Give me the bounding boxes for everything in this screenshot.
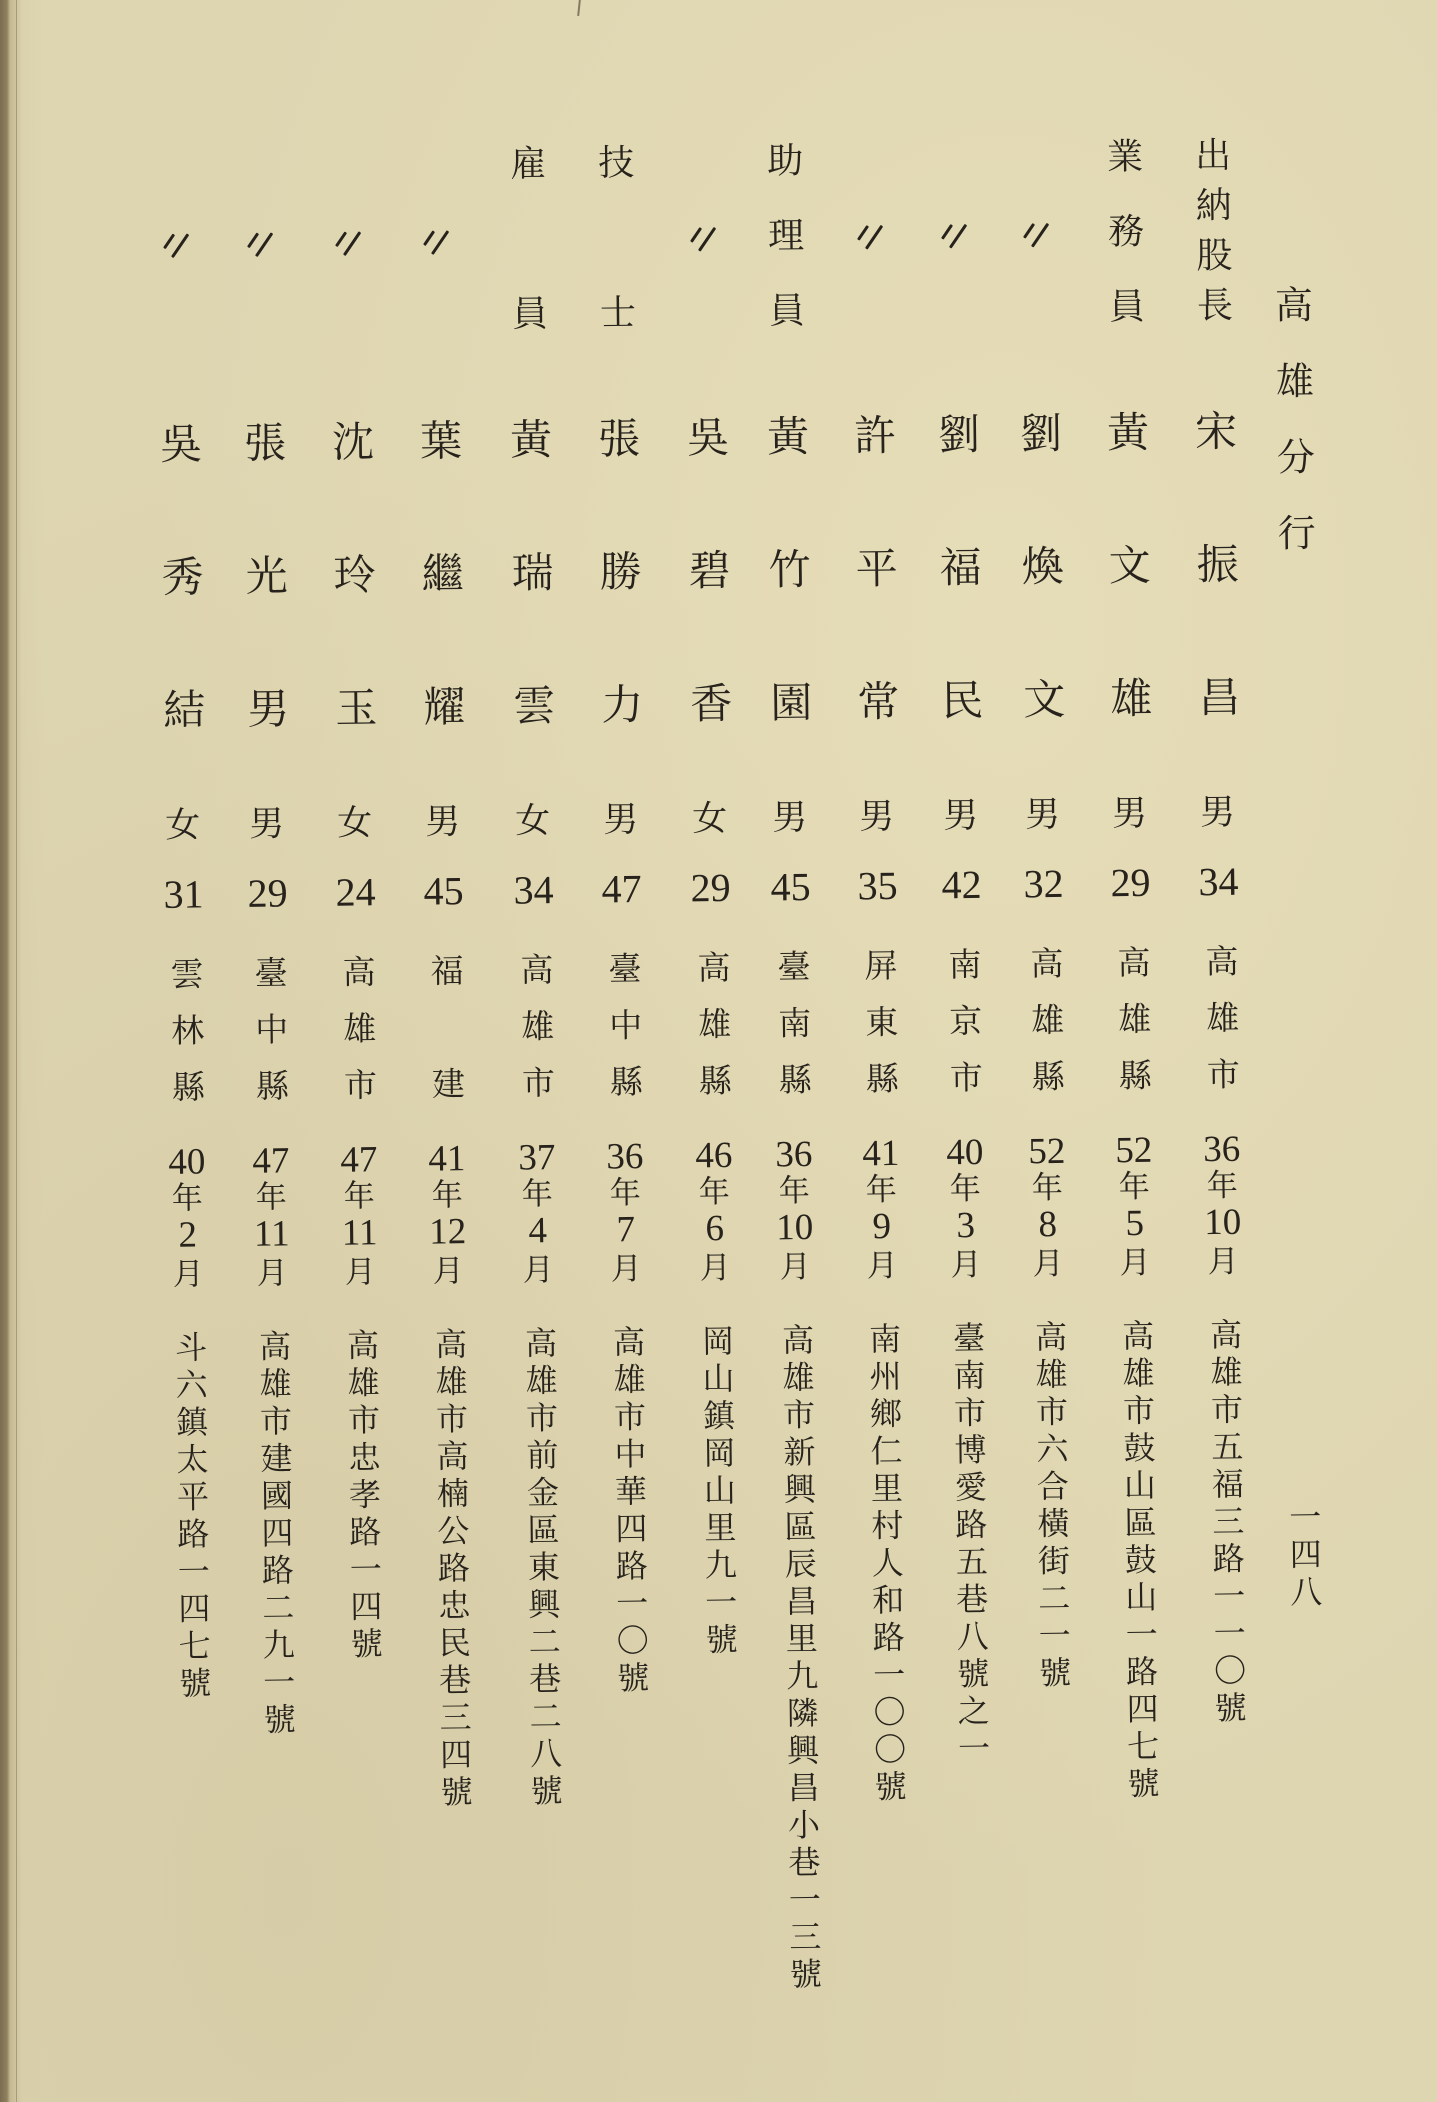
start-month: 4 <box>528 1210 548 1252</box>
native-place: 高雄市 <box>1200 943 1242 1091</box>
year-unit: 年 <box>609 1175 641 1212</box>
gender: 男 <box>1024 794 1061 836</box>
ditto-mark <box>307 223 387 264</box>
native-place: 高雄縣 <box>1112 944 1154 1092</box>
year-unit: 年 <box>343 1178 376 1215</box>
month-unit: 月 <box>172 1256 204 1293</box>
start-year: 47 <box>252 1140 290 1182</box>
age: 34 <box>1198 858 1239 905</box>
start-month: 5 <box>1125 1202 1145 1245</box>
staff-entry <box>305 10 411 2102</box>
staff-name: 吳碧香 <box>680 414 734 724</box>
start-year: 36 <box>606 1136 644 1178</box>
month-unit: 月 <box>344 1254 376 1291</box>
start-year: 36 <box>775 1133 813 1176</box>
month-unit: 月 <box>1119 1244 1151 1282</box>
year-unit: 年 <box>431 1177 464 1214</box>
position-title: 出納股長 <box>1189 135 1233 323</box>
gender: 男 <box>602 800 639 841</box>
position-title: 助理員 <box>761 140 805 328</box>
start-month: 11 <box>341 1212 378 1254</box>
month-unit: 月 <box>1207 1243 1239 1281</box>
address: 南州鄉仁里村人和路一〇〇號 <box>863 1321 908 1808</box>
staff-name: 張勝力 <box>591 415 645 725</box>
month-unit: 月 <box>256 1255 288 1292</box>
month-unit: 月 <box>699 1249 731 1287</box>
ditto-mark <box>913 216 993 257</box>
start-month: 10 <box>1203 1201 1242 1244</box>
age: 34 <box>513 867 554 913</box>
age: 31 <box>163 871 204 917</box>
age: 45 <box>770 863 811 910</box>
staff-name: 葉繼耀 <box>413 418 467 727</box>
gender: 女 <box>164 805 201 846</box>
position-title: 業務員 <box>1101 136 1145 324</box>
staff-entry <box>483 8 589 2102</box>
address: 岡山鎮岡山里九一號 <box>696 1323 739 1661</box>
native-place: 臺中縣 <box>249 955 291 1102</box>
start-month: 8 <box>1038 1203 1058 1246</box>
address: 高雄市中華四路一〇號 <box>607 1324 651 1699</box>
staff-name: 沈玲玉 <box>325 419 379 728</box>
month-unit: 月 <box>1032 1245 1064 1283</box>
ditto-mark <box>829 217 909 258</box>
branch-title: 高雄分行 <box>1268 284 1316 590</box>
start-month: 12 <box>428 1211 467 1253</box>
year-unit: 年 <box>1118 1168 1150 1206</box>
address: 高雄市建國四路二九一號 <box>253 1329 297 1741</box>
native-place: 高雄市 <box>515 952 557 1099</box>
start-month: 2 <box>178 1214 198 1256</box>
page-number: 一四八 <box>1284 1499 1324 1613</box>
ditto-mark <box>135 225 215 266</box>
native-place: 高雄縣 <box>692 949 734 1097</box>
gender: 男 <box>942 795 979 837</box>
staff-entry <box>571 7 677 2102</box>
year-unit: 年 <box>1031 1169 1063 1207</box>
start-month: 7 <box>616 1209 636 1251</box>
age: 47 <box>601 866 642 912</box>
year-unit: 年 <box>778 1172 810 1210</box>
start-year: 46 <box>695 1134 733 1177</box>
start-year: 40 <box>168 1141 206 1183</box>
staff-entry <box>1080 1 1186 2102</box>
staff-name: 黃竹園 <box>760 413 814 723</box>
ditto-mark <box>995 215 1075 256</box>
gender: 男 <box>424 802 461 843</box>
position-title: 雇員 <box>504 144 548 331</box>
start-year: 36 <box>1203 1128 1241 1171</box>
gender: 男 <box>1199 792 1236 834</box>
staff-name: 宋振昌 <box>1188 408 1242 718</box>
address: 斗六鎮太平路一四七號 <box>169 1330 213 1704</box>
native-place: 福建 <box>425 953 467 1100</box>
address: 臺南市博愛路五巷八號之一 <box>947 1320 992 1769</box>
ditto-mark <box>395 222 475 263</box>
staff-name: 黃瑞雲 <box>503 417 557 726</box>
gender: 男 <box>771 797 808 839</box>
year-unit: 年 <box>521 1176 554 1213</box>
gender: 女 <box>336 803 373 844</box>
address: 高雄市高楠公路忠民巷三四號 <box>429 1327 474 1813</box>
age: 35 <box>857 862 898 909</box>
staff-name: 張光男 <box>237 420 291 729</box>
address: 高雄市六合橫街二一號 <box>1029 1319 1073 1694</box>
start-month: 11 <box>253 1213 290 1255</box>
age: 42 <box>941 861 982 908</box>
year-unit: 年 <box>171 1180 204 1217</box>
native-place: 南京市 <box>943 946 985 1094</box>
native-place: 屏東縣 <box>859 947 901 1095</box>
address: 高雄市忠孝路一四號 <box>341 1328 385 1665</box>
year-unit: 年 <box>255 1179 288 1216</box>
month-unit: 月 <box>522 1252 554 1289</box>
staff-name: 吳秀結 <box>153 421 207 730</box>
start-year: 52 <box>1115 1129 1153 1172</box>
gender: 男 <box>858 796 895 838</box>
start-year: 37 <box>518 1137 556 1179</box>
age: 45 <box>423 868 464 914</box>
address: 高雄市新興區辰昌里九隣興昌小巷一三號 <box>776 1322 824 1995</box>
start-year: 52 <box>1028 1130 1066 1173</box>
year-unit: 年 <box>949 1170 981 1208</box>
staff-entry <box>393 9 499 2102</box>
year-unit: 年 <box>1206 1167 1238 1205</box>
age: 32 <box>1023 860 1064 907</box>
staff-name: 許平常 <box>847 412 901 722</box>
address: 高雄市鼓山區鼓山一路四七號 <box>1116 1318 1161 1805</box>
age: 29 <box>690 864 731 911</box>
year-unit: 年 <box>698 1173 730 1211</box>
position-title: 技士 <box>592 143 636 330</box>
month-unit: 月 <box>779 1248 811 1286</box>
gender: 女 <box>691 798 728 840</box>
native-place: 高雄市 <box>337 954 379 1101</box>
start-month: 3 <box>956 1204 976 1247</box>
year-unit: 年 <box>865 1171 897 1209</box>
address: 高雄市五福三路一一〇號 <box>1204 1317 1248 1729</box>
start-month: 10 <box>775 1206 814 1249</box>
ditto-mark <box>662 219 742 260</box>
gender: 男 <box>1111 793 1148 835</box>
native-place: 臺南縣 <box>772 948 814 1096</box>
gender: 女 <box>514 801 551 842</box>
staff-name: 劉福民 <box>931 411 985 721</box>
native-place: 臺中縣 <box>603 951 645 1098</box>
month-unit: 月 <box>866 1247 898 1285</box>
start-year: 41 <box>428 1138 466 1180</box>
age: 29 <box>1110 859 1151 906</box>
start-month: 6 <box>705 1208 725 1250</box>
native-place: 高雄縣 <box>1025 945 1067 1093</box>
month-unit: 月 <box>610 1251 642 1288</box>
native-place: 雲林縣 <box>165 956 207 1103</box>
address: 高雄市前金區東興二巷二八號 <box>519 1326 564 1812</box>
start-month: 9 <box>872 1205 892 1248</box>
age: 24 <box>335 869 376 915</box>
month-unit: 月 <box>432 1253 464 1290</box>
start-year: 47 <box>340 1139 378 1181</box>
age: 29 <box>247 870 288 916</box>
start-year: 40 <box>946 1131 984 1174</box>
staff-name: 黃文雄 <box>1100 409 1154 719</box>
start-year: 41 <box>862 1132 900 1175</box>
ditto-mark <box>219 224 299 265</box>
staff-name: 劉煥文 <box>1013 410 1067 720</box>
gender: 男 <box>248 804 285 845</box>
month-unit: 月 <box>950 1246 982 1284</box>
